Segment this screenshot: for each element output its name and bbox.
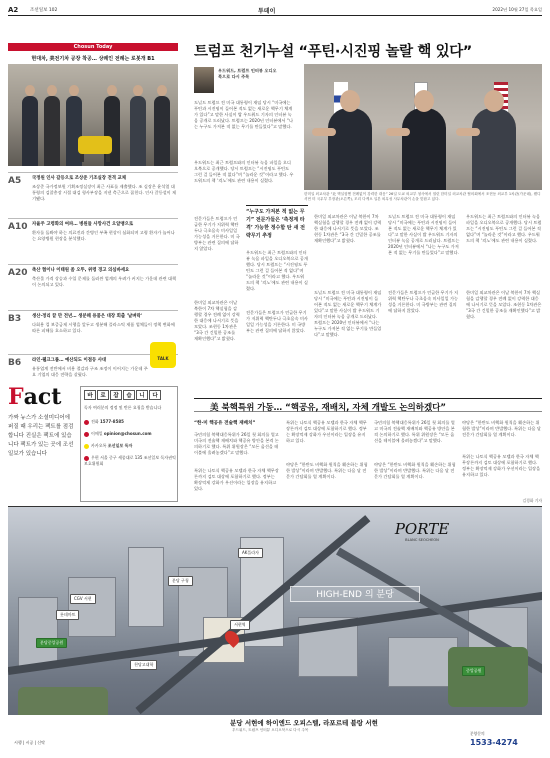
person bbox=[154, 96, 170, 166]
brief-text: 조상준 국가정보원 기획조정실장이 최근 사표를 제출했다. 조 실장은 윤석열 대통령의 검찰총장 시절 대검 형사부장을 지낸 측근으로 꼽힌다. 인사 갈등설이 제기됐다. bbox=[32, 184, 177, 201]
article-body: 전문가들은 트럼프가 언급한 무기가 저위력 핵탄두나 극초음속 미사일일 가능성을 거론한다. 미 국방부는 관련 질의에 답하지 않았다. bbox=[194, 216, 240, 251]
ad-logo-text: PORTE bbox=[394, 520, 450, 538]
map-tag: CGV 서현 bbox=[70, 594, 96, 604]
mail-row: 우편 서울 중구 세종대로 135 조선일보 독자권익보호위원회 bbox=[84, 455, 176, 466]
woodward-photo bbox=[194, 67, 214, 93]
related-strip[interactable]: 우드워드, 트럼프 인터뷰 오디오북으로 다시 주목 bbox=[218, 68, 277, 79]
ad-footer-title: 분당 서현에 하이엔드 오피스텔, 라포르테 블랑 서현 bbox=[230, 719, 378, 727]
article-body: 특위는 나토식 핵공유 모델과 한국 자체 핵무장론까지 검토 대상에 포함하기로 했다. 정부는 확장억제 강화가 우선이라는 입장을 유지하고 있다. bbox=[286, 420, 367, 443]
map-tag: 분당 구청 bbox=[168, 576, 193, 586]
article-body: 도널드 트럼프 전 미국 대통령이 재임 당시 “미국에는 푸틴과 시진핑이 들어본 적도 없는 새로운 핵무기 체계가 있다”고 말한 사실이 밥 우드워드 기자의 인터뷰 녹음 공개로 드러났다. 트럼프는 2020년 인터뷰에서 “나는 누구도 가져본 적 없는 무기를 만들었다”고 말했다. bbox=[194, 100, 294, 129]
map-tag: 중앙공원 bbox=[462, 666, 485, 676]
article-body: 도널드 트럼프 전 미국 대통령이 재임 당시 “미국에는 푸틴과 시진핑이 들어본 적도 없는 새로운 핵무기 체계가 있다”고 말한 사실이 밥 우드워드 기자의 인터뷰 녹음 공개로 드러났다. 트럼프는 2020년 인터뷰에서 “나는 누구도 가져본 적 없는 무기를 만들었다”고 말했다. bbox=[314, 290, 382, 337]
ad-brand-logo[interactable] bbox=[392, 520, 452, 568]
ad-high-end-banner: HIGH-END 의 분당 bbox=[290, 586, 420, 602]
kakao-icon bbox=[84, 444, 89, 449]
correction-box bbox=[80, 386, 178, 502]
page-number: A2 bbox=[8, 6, 19, 14]
article-subhead: “누구도 가져본 적 없는 무기” 전문가들은 ‘측정계 타격’ 가능한 정수함 탄 새 전략무기 추정 bbox=[246, 209, 305, 239]
byline: 김경화 기자 bbox=[522, 498, 542, 503]
photo-caption: 한미일 외교차관 “北 핵실험엔 전례없이 강력한 대응” 26일 도쿄 외교부 청사에서 열린 한미일 외교차관 협의회에서 조현동 외교부 1차관(가운데), 웬디 셔먼 미 국무부 부장관(오른쪽), 모리 다케오 일본 외무성 사무차관이 손을 맞잡고 있다. bbox=[304, 192, 541, 201]
person bbox=[472, 108, 516, 190]
brief-item[interactable] bbox=[8, 264, 178, 306]
brief-item[interactable] bbox=[8, 218, 178, 260]
article-body: 야당은 “한반도 비핵화 원칙을 훼손하는 위험한 발상”이라며 반발했다. 특위는 다음 달 전문가 간담회를 열 계획이다. bbox=[374, 462, 456, 479]
article-body: 특위는 나토식 핵공유 모델과 한국 자체 핵무장론까지 검토 대상에 포함하기로 했다. 정부는 확장억제 강화가 우선이라는 입장을 유지하고 있다. bbox=[194, 468, 279, 491]
brief-title: 축산 협이나 이태원 좀 오뚜, 위령 경고 의심바세요 bbox=[32, 268, 130, 273]
map-tag: 서현역 bbox=[230, 620, 250, 630]
ad-footer-detail: 우드워드, 트럼프 인터뷰 오디오북으로 다시 주목 bbox=[232, 728, 309, 732]
brief-text: 환자를 돌봐야 하는 의료진과 간병인 부족 현상이 심화되며 고령 환자가 늘어나는 요양병원 현장을 분석했다. bbox=[32, 230, 175, 241]
brief-item[interactable] bbox=[8, 172, 178, 214]
brief-page: A5 bbox=[8, 176, 22, 186]
person bbox=[130, 96, 146, 166]
article-body: 한미일 외교차관은 이날 북한이 7차 핵실험을 감행할 경우 전례 없이 강력한 대응에 나서기로 뜻을 모았다. 조현동 1차관은 “3국 간 긴밀한 공조를 재확인했다”고 밝혔다. bbox=[314, 214, 382, 243]
kakao-row[interactable]: 카카오톡 조선일보 독자 bbox=[84, 443, 132, 449]
article-body: 한미일 외교차관은 이날 북한이 7차 핵실험을 감행할 경우 전례 없이 강력한 대응에 나서기로 뜻을 모았다. 조현동 1차관은 “3국 간 긴밀한 공조를 재확인했다”고 밝혔다. bbox=[466, 290, 542, 319]
vice-ministers-photo bbox=[304, 64, 542, 190]
ad-partner-logos: 시행 | 시공 | 신탁 bbox=[14, 740, 45, 745]
article-body: 도널드 트럼프 전 미국 대통령이 재임 당시 “미국에는 푸틴과 시진핑이 들어본 적도 없는 새로운 핵무기 체계가 있다”고 말한 사실이 밥 우드워드 기자의 인터뷰 녹음 공개로 드러났다. 트럼프는 2020년 인터뷰에서 “나는 누구도 가져본 적 없는 무기를 만들었다”고 말했다. bbox=[388, 214, 460, 255]
brief-text: 유통업계 전반에서 비용 절감과 구조 조정이 이어지는 가운데 주요 기업의 대응 전략을 살폈다. bbox=[32, 366, 148, 377]
chosun-today-banner: Chosun Today bbox=[8, 43, 178, 51]
email-row[interactable]: 이메일 opinion@chosun.com bbox=[84, 431, 152, 437]
correction-title: 바 로 잡 습 니 다 bbox=[84, 390, 161, 400]
person bbox=[22, 96, 38, 166]
phone-icon bbox=[84, 420, 89, 425]
article-body: 한미일 외교차관은 이날 북한이 7차 핵실험을 감행할 경우 전례 없이 강력한 대응에 나서기로 뜻을 모았다. 조현동 1차관은 “3국 간 긴밀한 공조를 재확인했다”고 밝혔다. bbox=[194, 300, 240, 341]
email-icon bbox=[84, 432, 89, 437]
brief-page: A20 bbox=[8, 268, 28, 278]
masthead bbox=[8, 6, 542, 16]
person bbox=[402, 108, 446, 190]
article-body: 우드워드는 최근 트럼프와의 인터뷰 녹음 파일을 오디오북으로 공개했다. 당시 트럼프는 “시진핑도 푸틴도 그런 걸 들어본 적 없다”며 “놀라운 것”이라고 했다. 우드워드의 책 ‘격노’에도 관련 내용이 실렸다. bbox=[246, 250, 308, 291]
park-area bbox=[448, 647, 528, 707]
today-photo bbox=[8, 64, 178, 166]
divider bbox=[246, 205, 308, 206]
second-headline[interactable]: 美 북핵특위 가동… “핵공유, 재배치, 자체 개발도 논의하겠다” bbox=[210, 403, 446, 413]
article-body: 우드워드는 최근 트럼프와의 인터뷰 녹음 파일을 오디오북으로 공개했다. 당시 트럼프는 “시진핑도 푸틴도 그런 걸 들어본 적 없다”며 “놀라운 것”이라고 했다. 우드워드의 책 ‘격노’에도 관련 내용이 실렸다. bbox=[466, 214, 542, 243]
map-tag: 천당고대학 bbox=[130, 660, 157, 670]
main-headline[interactable]: 트럼프 천기누설 “푸틴·시진핑 놀랄 핵 있다” bbox=[194, 44, 472, 60]
article-body: 야당은 “한반도 비핵화 원칙을 훼손하는 위험한 발상”이라며 반발했다. 특위는 다음 달 전문가 간담회를 열 계획이다. bbox=[462, 420, 541, 437]
talk-badge[interactable] bbox=[150, 342, 176, 368]
correction-intro: 독자 여러분의 정정 및 반론 요청을 받습니다 bbox=[84, 405, 162, 410]
article-body: 국민의힘 북핵대응특위가 26일 첫 회의를 열고 미국의 전술핵 재배치와 핵공유 방안을 본격 논의하기로 했다. 특위 위원장은 “모든 옵션을 테이블에 올려놓겠다”고 말했다. bbox=[194, 432, 279, 455]
brief-title: 자율주 고령화의 여파… 병원들 사망사건 오알맹으로 bbox=[32, 222, 134, 227]
phone-row[interactable]: 전화 1577-8585 bbox=[84, 419, 124, 425]
issue-date: 2022년 10월 27일 목요일 bbox=[492, 7, 542, 12]
article-body: 국민의힘 북핵대응특위가 26일 첫 회의를 열고 미국의 전술핵 재배치와 핵공유 방안을 본격 논의하기로 했다. 특위 위원장은 “모든 옵션을 테이블에 올려놓겠다”고 말했다. bbox=[374, 420, 455, 443]
article-body: 전문가들은 트럼프가 언급한 무기가 저위력 핵탄두나 극초음속 미사일일 가능성을 거론한다. 미 국방부는 관련 질의에 답하지 않았다. bbox=[388, 290, 459, 313]
brief-title: 생산·정리 끝 만 전년… 생분해 용품은 대장 회출 '날벼락' bbox=[32, 314, 143, 319]
fact-promo bbox=[8, 384, 74, 504]
ad-logo-sub: BLANC SEOCHEON bbox=[405, 538, 439, 542]
person bbox=[328, 108, 372, 190]
article-body: 특위는 나토식 핵공유 모델과 한국 자체 핵무장론까지 검토 대상에 포함하기로 했다. 정부는 확장억제 강화가 우선이라는 입장을 유지하고 있다. bbox=[462, 454, 541, 477]
paper-name: 조선일보 102 bbox=[30, 8, 58, 13]
today-headline[interactable]: 현대차, 美전기차 공장 착공… 상례인 전례는 로봇개 B1 bbox=[31, 56, 155, 62]
brief-page: B3 bbox=[8, 314, 22, 324]
fact-slogan: 가짜 뉴스가 소셜미디어에 퍼질 때 우리는 팩트를 점검합니다 진실은 팩트에 있습니다 팩트가 있는 곳에 조선일보가 있습니다 bbox=[8, 415, 74, 457]
brief-page: B6 bbox=[8, 358, 22, 368]
brief-title: 국정원 인사 갈등으로 조상준 기조실장 전격 교체 bbox=[32, 176, 127, 181]
fact-logo: Fact bbox=[8, 384, 62, 410]
second-subhead: “한·미 핵공유 전술핵 재배치” bbox=[194, 421, 256, 426]
map-tag: AK플라자 bbox=[238, 548, 263, 558]
ad-phone-number[interactable]: 1533-4274 bbox=[470, 738, 518, 747]
brief-page: A10 bbox=[8, 222, 28, 232]
article-body: 야당은 “한반도 비핵화 원칙을 훼손하는 위험한 발상”이라며 반발했다. 특위는 다음 달 전문가 간담회를 열 계획이다. bbox=[286, 462, 368, 479]
ad-tel-label: 분양문의 bbox=[470, 731, 485, 736]
article-body: 전문가들은 트럼프가 언급한 무기가 저위력 핵탄두나 극초음속 미사일일 가능성을 거론한다. 미 국방부는 관련 질의에 답하지 않았다. bbox=[246, 310, 308, 333]
talk-label: TALK bbox=[157, 356, 169, 361]
robot-dog bbox=[78, 136, 112, 154]
brief-text: 축산물 가격 상승과 수입 문제를 둘러싼 업계의 우려가 커지는 가운데 관련 대책이 논의되고 있다. bbox=[32, 276, 177, 287]
brief-text: 다회용 컵 보증금제 시행을 앞두고 생분해 플라스틱 제품 업체들이 정책 변화에 따른 피해를 호소하고 있다. bbox=[32, 322, 175, 333]
brief-title: 라인·웰크그룹… 예산되도 이점등 사대 bbox=[32, 358, 107, 363]
map-tag: 분당중앙공원 bbox=[36, 638, 67, 648]
map-tag: 롯데마트 bbox=[56, 610, 79, 620]
person bbox=[44, 96, 60, 166]
section-name: 투데이 bbox=[258, 8, 276, 15]
article-body: 우드워드는 최근 트럼프와의 인터뷰 녹음 파일을 오디오북으로 공개했다. 당시 트럼프는 “시진핑도 푸틴도 그런 걸 들어본 적 없다”며 “놀라운 것”이라고 했다. 우드워드의 책 ‘격노’에도 관련 내용이 실렸다. bbox=[194, 160, 294, 183]
